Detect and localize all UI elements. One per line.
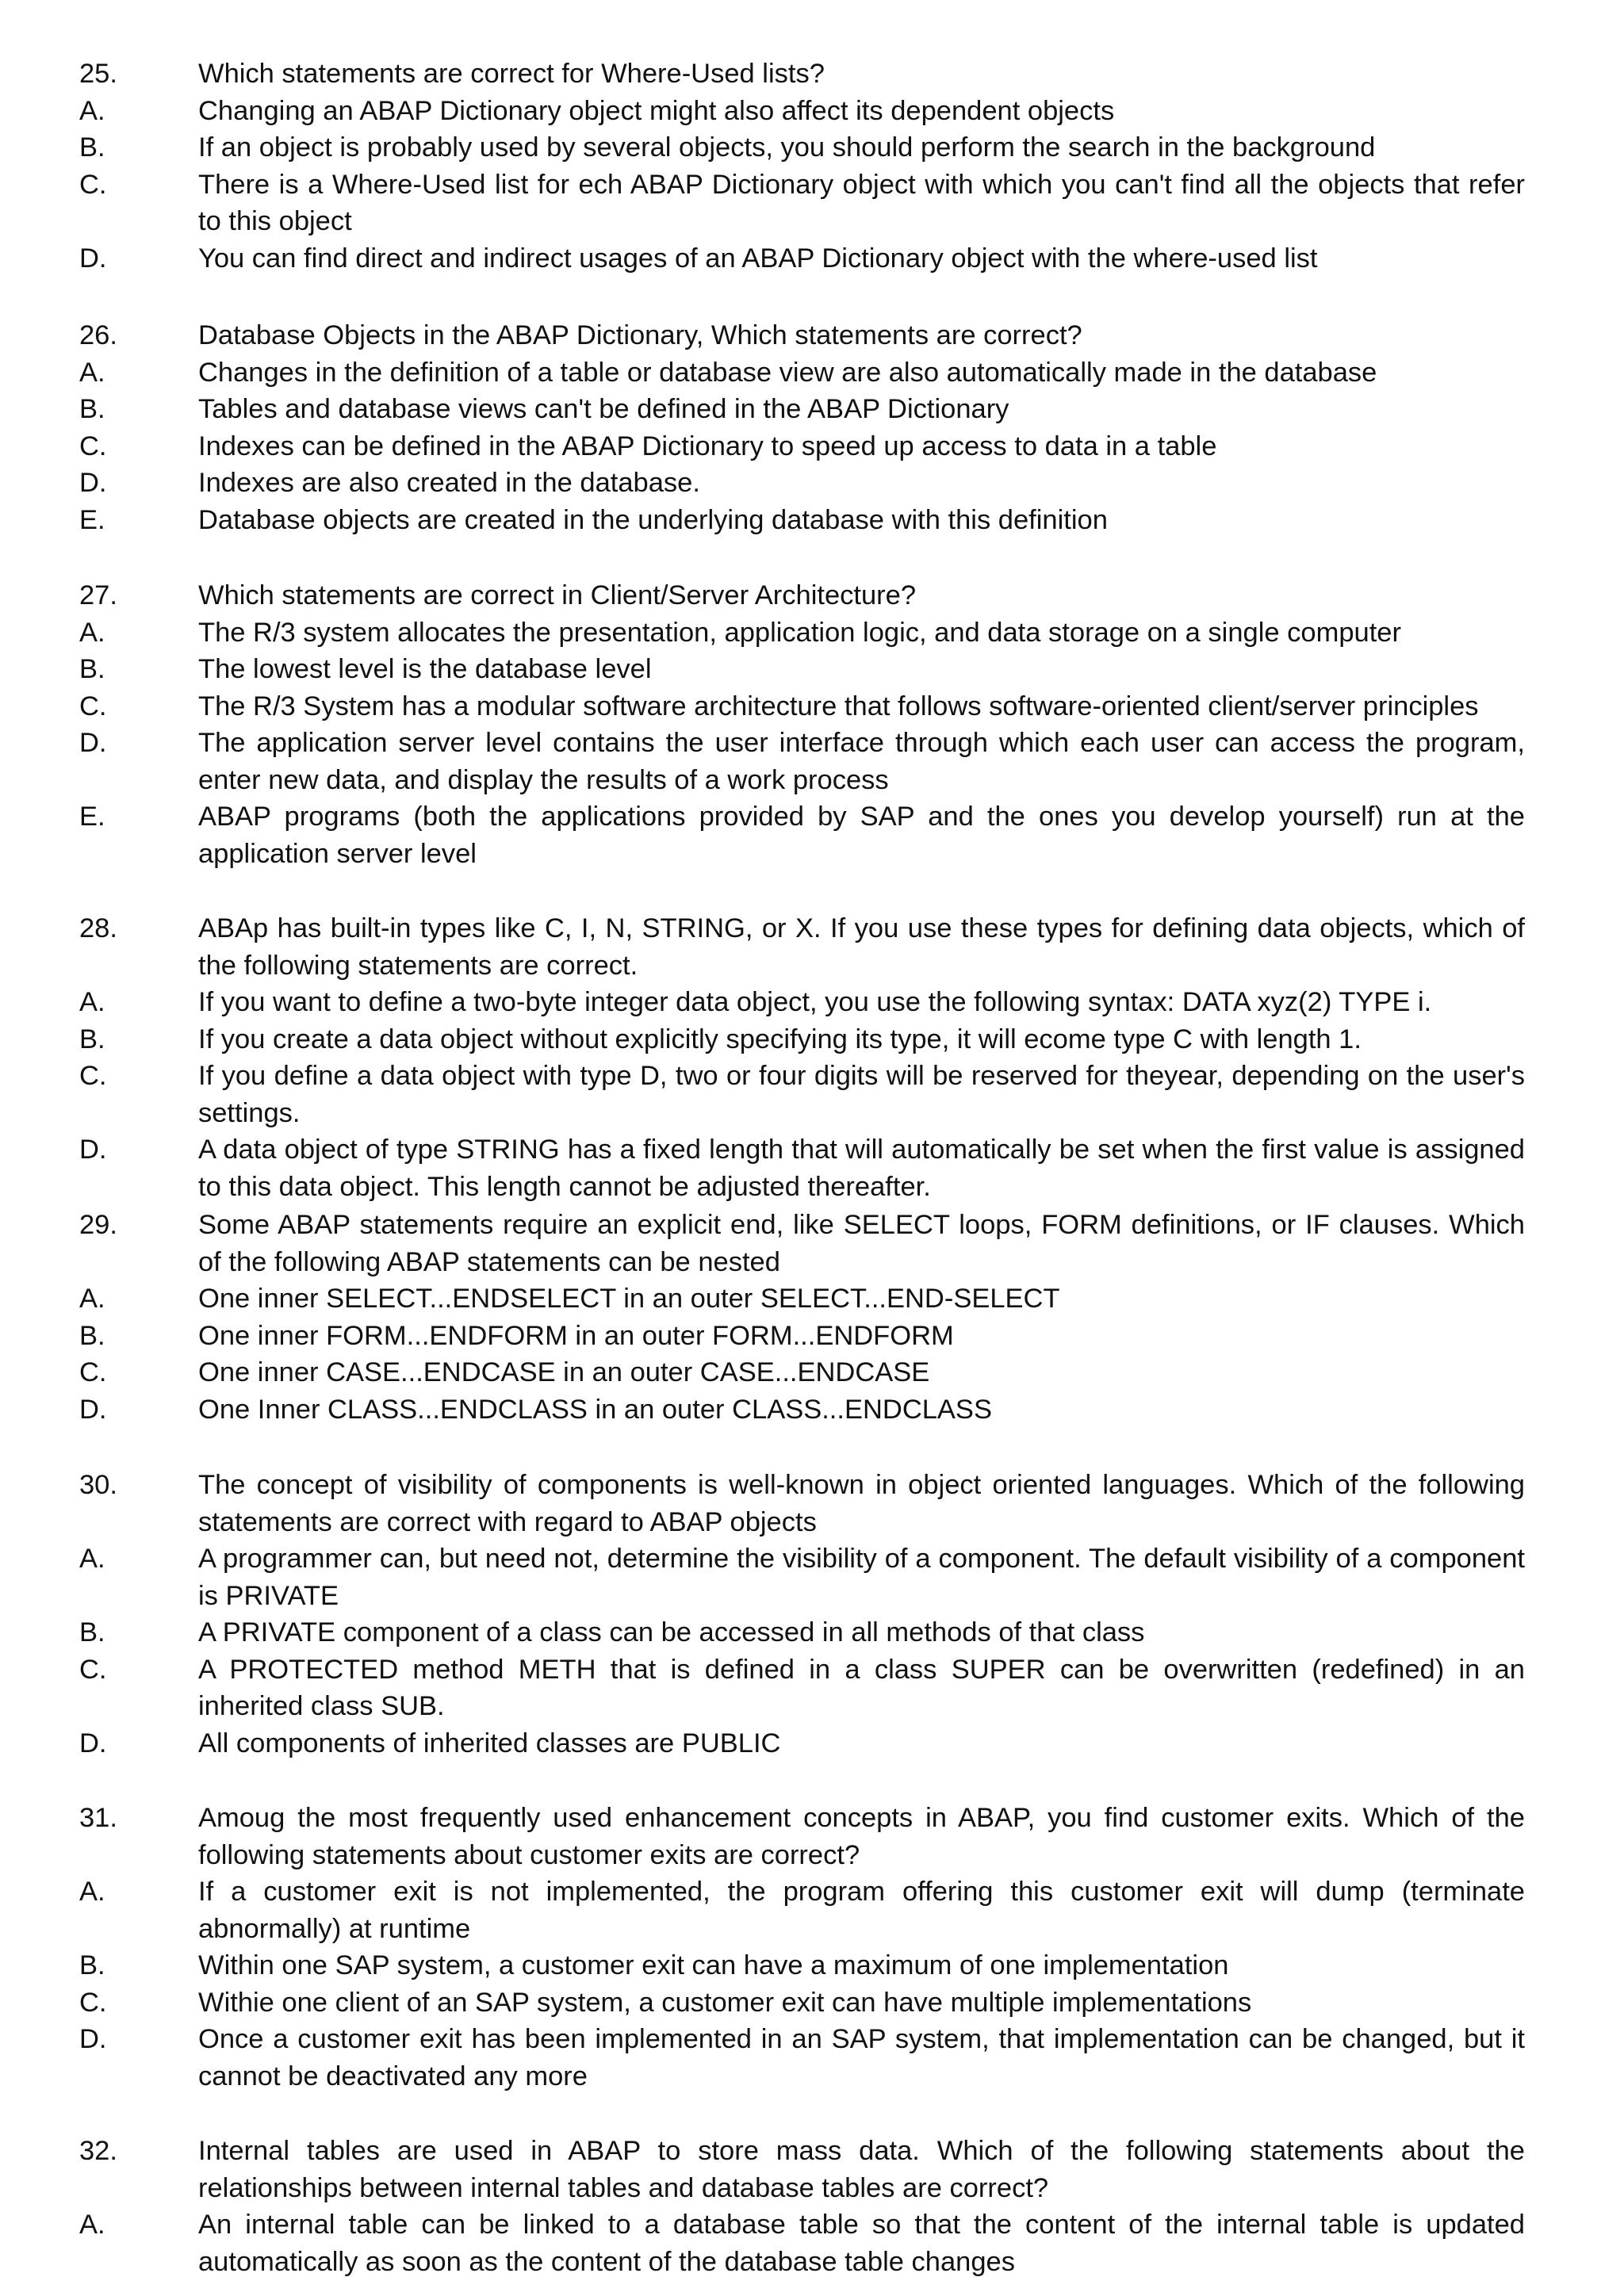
option-text: Indexes are also created in the database.	[198, 468, 700, 498]
option-text: You can find direct and indirect usages of an ABAP Dictionary object with the where-used list	[198, 243, 1318, 274]
option-row	[0, 1540, 1525, 1614]
option-text: Once a customer exit has been implemented in an SAP system, that implementation can be changed, but it cannot be deactivated any more	[198, 2024, 1525, 2091]
option-label: A.	[79, 357, 105, 388]
option-text: One inner SELECT...ENDSELECT in an outer SELECT...END-SELECT	[198, 1284, 1060, 1314]
option-label: B.	[79, 1950, 105, 1980]
option-row	[0, 984, 1525, 1021]
option-label: C.	[79, 691, 107, 721]
question-number: 29.	[79, 1210, 117, 1240]
question-block	[0, 1467, 1525, 1762]
question-number: 32.	[79, 2136, 117, 2166]
option-row	[0, 391, 1525, 428]
option-label: B.	[79, 654, 105, 684]
option-label: D.	[79, 1728, 107, 1758]
option-row	[0, 1651, 1525, 1725]
option-label: A.	[79, 95, 105, 126]
option-row	[0, 614, 1525, 652]
option-text: Withie one client of an SAP system, a customer exit can have multiple implementations	[198, 1987, 1252, 2018]
question-text: Amoug the most frequently used enhancement concepts in ABAP, you find customer exits. Which of the following statements about customer exits are correct?	[198, 1803, 1525, 1870]
option-label: B.	[79, 132, 105, 163]
option-label: A.	[79, 2210, 105, 2240]
option-row	[0, 688, 1525, 725]
question-number: 28.	[79, 913, 117, 943]
option-label: D.	[79, 2024, 107, 2054]
question-row	[0, 910, 1525, 984]
option-text: An internal table can be linked to a database table so that the content of the internal table is updated automatically as soon as the content of the database table changes	[198, 2210, 1525, 2277]
question-row	[0, 1800, 1525, 1873]
option-text: Database objects are created in the underlying database with this definition	[198, 504, 1108, 535]
option-label: A.	[79, 1877, 105, 1907]
option-row	[0, 1318, 1525, 1355]
question-text: ABAp has built-in types like C, I, N, STRING, or X. If you use these types for defining data objects, which of the following statements are correct.	[198, 913, 1525, 981]
option-row	[0, 1021, 1525, 1058]
question-block	[0, 1800, 1525, 2095]
option-label: C.	[79, 430, 107, 461]
option-text: One inner CASE...ENDCASE in an outer CASE...ENDCASE	[198, 1357, 930, 1387]
option-text: A programmer can, but need not, determine the visibility of a component. The default visibility of a component is PRIVATE	[198, 1544, 1525, 1611]
option-row	[0, 93, 1525, 130]
option-row	[0, 798, 1525, 872]
option-row	[0, 1058, 1525, 1131]
option-label: D.	[79, 1135, 107, 1165]
option-label: A.	[79, 1544, 105, 1574]
option-row	[0, 1947, 1525, 1984]
option-text: Indexes can be defined in the ABAP Dictionary to speed up access to data in a table	[198, 430, 1217, 461]
option-text: ABAP programs (both the applications provided by SAP and the ones you develop yourself) run at the application server level	[198, 802, 1525, 869]
option-row	[0, 428, 1525, 465]
option-label: A.	[79, 987, 105, 1017]
question-text: Which statements are correct for Where-Used lists?	[198, 59, 825, 89]
question-text: Internal tables are used in ABAP to store mass data. Which of the following statements about the relationships between internal tables and database tables are correct?	[198, 2136, 1525, 2203]
option-label: D.	[79, 1394, 107, 1425]
option-text: The R/3 System has a modular software architecture that follows software-oriented client/server principles	[198, 691, 1479, 721]
option-row	[0, 240, 1525, 277]
option-text: If you create a data object without explicitly specifying its type, it will ecome type C with length 1.	[198, 1024, 1362, 1054]
option-label: B.	[79, 1024, 105, 1054]
option-row	[0, 1131, 1525, 1205]
option-row	[0, 354, 1525, 392]
option-label: D.	[79, 468, 107, 498]
option-label: C.	[79, 169, 107, 200]
option-row	[0, 1391, 1525, 1429]
option-row	[0, 2206, 1525, 2280]
option-row	[0, 651, 1525, 688]
option-row	[0, 1614, 1525, 1651]
option-label: C.	[79, 1357, 107, 1387]
option-label: C.	[79, 1654, 107, 1685]
option-label: D.	[79, 728, 107, 758]
question-block	[0, 2133, 1525, 2280]
option-text: Changes in the definition of a table or database view are also automatically made in the database	[198, 357, 1377, 388]
option-row	[0, 465, 1525, 502]
option-label: A.	[79, 617, 105, 648]
question-block	[0, 577, 1525, 872]
option-label: D.	[79, 243, 107, 274]
question-number: 25.	[79, 59, 117, 89]
option-label: E.	[79, 802, 105, 832]
question-row	[0, 55, 1525, 93]
option-text: The application server level contains the user interface through which each user can access the program, enter new data, and display the results of a work process	[198, 728, 1525, 795]
question-text: The concept of visibility of components is well-known in object oriented languages. Which of the following statements are correct with regard to ABAP objects	[198, 1470, 1525, 1537]
option-label: B.	[79, 394, 105, 424]
question-text: Some ABAP statements require an explicit end, like SELECT loops, FORM definitions, or IF clauses. Which of the following ABAP statements can be nested	[198, 1210, 1525, 1277]
option-text: If an object is probably used by several objects, you should perform the search in the background	[198, 132, 1376, 163]
option-row	[0, 1984, 1525, 2022]
option-label: C.	[79, 1061, 107, 1091]
option-label: B.	[79, 1617, 105, 1647]
question-text: Which statements are correct in Client/Server Architecture?	[198, 580, 917, 610]
option-text: A PRIVATE component of a class can be accessed in all methods of that class	[198, 1617, 1145, 1647]
option-label: A.	[79, 1284, 105, 1314]
question-text: Database Objects in the ABAP Dictionary, Which statements are correct?	[198, 320, 1082, 350]
option-text: A PROTECTED method METH that is defined in a class SUPER can be overwritten (redefined) in an inherited class SUB.	[198, 1654, 1525, 1721]
question-block	[0, 910, 1525, 1205]
option-row	[0, 1354, 1525, 1391]
question-number: 26.	[79, 320, 117, 350]
option-text: A data object of type STRING has a fixed length that will automatically be set when the first value is assigned to this data object. This length cannot be adjusted thereafter.	[198, 1135, 1525, 1202]
option-row	[0, 725, 1525, 798]
question-number: 30.	[79, 1470, 117, 1500]
option-row	[0, 129, 1525, 166]
option-label: B.	[79, 1320, 105, 1351]
question-block	[0, 317, 1525, 538]
option-row	[0, 1873, 1525, 1947]
option-text: One Inner CLASS...ENDCLASS in an outer CLASS...ENDCLASS	[198, 1394, 992, 1425]
question-row	[0, 1467, 1525, 1540]
option-row	[0, 1725, 1525, 1762]
option-text: Within one SAP system, a customer exit can have a maximum of one implementation	[198, 1950, 1229, 1980]
option-text: The lowest level is the database level	[198, 654, 652, 684]
option-row	[0, 166, 1525, 240]
option-label: E.	[79, 504, 105, 535]
question-row	[0, 2133, 1525, 2206]
question-row	[0, 1207, 1525, 1280]
option-text: Tables and database views can't be defined in the ABAP Dictionary	[198, 394, 1009, 424]
option-label: C.	[79, 1987, 107, 2018]
option-text: If you define a data object with type D, two or four digits will be reserved for theyear, depending on the user's settings.	[198, 1061, 1525, 1128]
option-text: Changing an ABAP Dictionary object might also affect its dependent objects	[198, 95, 1115, 126]
option-text: One inner FORM...ENDFORM in an outer FORM...ENDFORM	[198, 1320, 954, 1351]
option-row	[0, 502, 1525, 539]
question-row	[0, 317, 1525, 354]
question-number: 27.	[79, 580, 117, 610]
question-block	[0, 1207, 1525, 1428]
option-text: There is a Where-Used list for ech ABAP Dictionary object with which you can't find all the objects that refer to this object	[198, 169, 1525, 236]
option-text: The R/3 system allocates the presentation, application logic, and data storage on a single computer	[198, 617, 1401, 648]
question-number: 31.	[79, 1803, 117, 1833]
question-block	[0, 55, 1525, 277]
question-row	[0, 577, 1525, 614]
option-row	[0, 1280, 1525, 1318]
option-text: If a customer exit is not implemented, the program offering this customer exit will dump (terminate abnormally) at runtime	[198, 1877, 1525, 1944]
option-text: If you want to define a two-byte integer data object, you use the following syntax: DATA xyz(2) TYPE i.	[198, 987, 1432, 1017]
option-text: All components of inherited classes are PUBLIC	[198, 1728, 781, 1758]
option-row	[0, 2021, 1525, 2095]
